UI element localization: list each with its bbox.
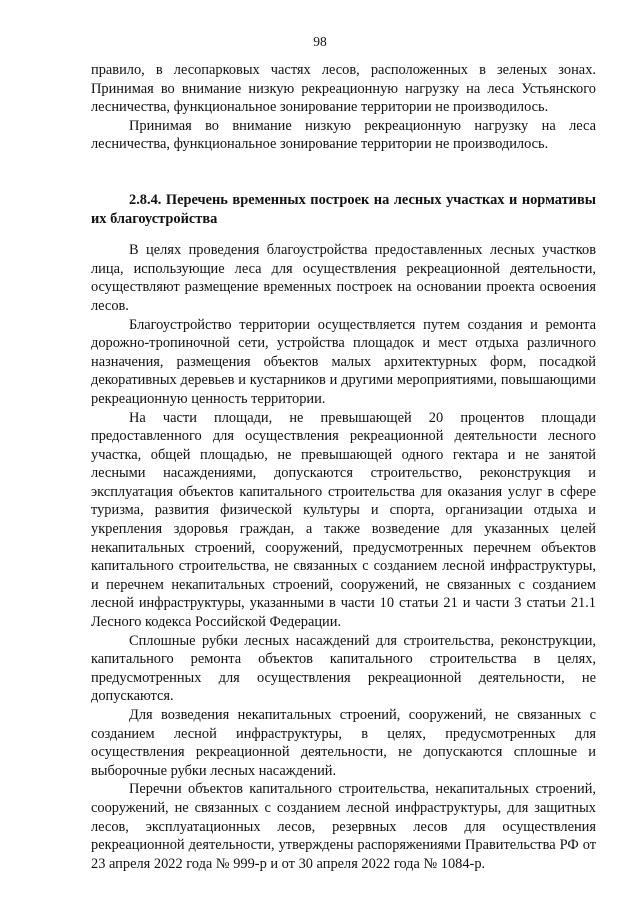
paragraph: На части площади, не превышающей 20 процентов площади предоставленного для осуществления рекреационной деятельности лесного участка, общей площадью, не превышающей одного гектара и не занятой лесными насаждениями, допускаются строительство, реконструкция и эксплуатация объектов капитального строительства для оказания услуг в сфере туризма, развития физической культуры и спорта, организации отдыха и укрепления здоровья граждан, а также возведение для указанных целей некапитальных строений, сооружений, предусмотренных перечнем объектов капитального строительства, не связанных с созданием лесной инфраструктуры, и перечнем некапитальных строений, сооружений, не связанных с созданием лесной инфраструктуры, указанными в части 10 статьи 21 и части 3 статьи 21.1 Лесного кодекса Российской Федерации. [91,409,596,631]
paragraph: Перечни объектов капитального строительства, некапитальных строений, сооружений, не связанных с созданием лесной инфраструктуры, для защитных лесов, эксплуатационных лесов, резервных лесов для осуществления рекреационной деятельности, утверждены распоряжениями Правительства РФ от 23 апреля 2022 года № 999-р и от 30 апреля 2022 года № 1084-р. [91,781,596,872]
paragraph: В целях проведения благоустройства предоставленных лесных участков лица, использующие леса для осуществления рекреационной деятельности, осуществляют размещение временных построек на основании проекта освоения лесов. [91,242,596,314]
section-heading: 2.8.4. Перечень временных построек на лесных участках и нормативы их благоустройства [91,191,596,227]
paragraph: Принимая во внимание низкую рекреационную нагрузку на леса лесничества, функциональное зонирование территории не производилось. [91,117,596,153]
page-number: 98 [313,34,327,49]
paragraph: Для возведения некапитальных строений, сооружений, не связанных с созданием лесной инфраструктуры, в целях, предусмотренных для осуществления рекреационной деятельности, не допускаются сплошные и выборочные рубки лесных насаждений. [91,707,596,779]
paragraph: Сплошные рубки лесных насаждений для строительства, реконструкции, капитального ремонта объектов капитального строительства в целях, предусмотренных для осуществления рекреационной деятельности, не допускаются. [91,632,596,705]
paragraph-continuation: правило, в лесопарковых частях лесов, расположенных в зеленых зонах. Принимая во внимание низкую рекреационную нагрузку на леса Устьянского лесничества, функциональное зонирование территории не производилось. [91,62,596,116]
paragraph: Благоустройство территории осуществляется путем создания и ремонта дорожно-тропиночной сети, устройства площадок и мест отдыха различного назначения, размещения объектов малых архитектурных форм, посадкой декоративных деревьев и кустарников и другими мероприятиями, повышающими рекреационную ценность территории. [91,316,596,407]
document-body [91,61,596,873]
